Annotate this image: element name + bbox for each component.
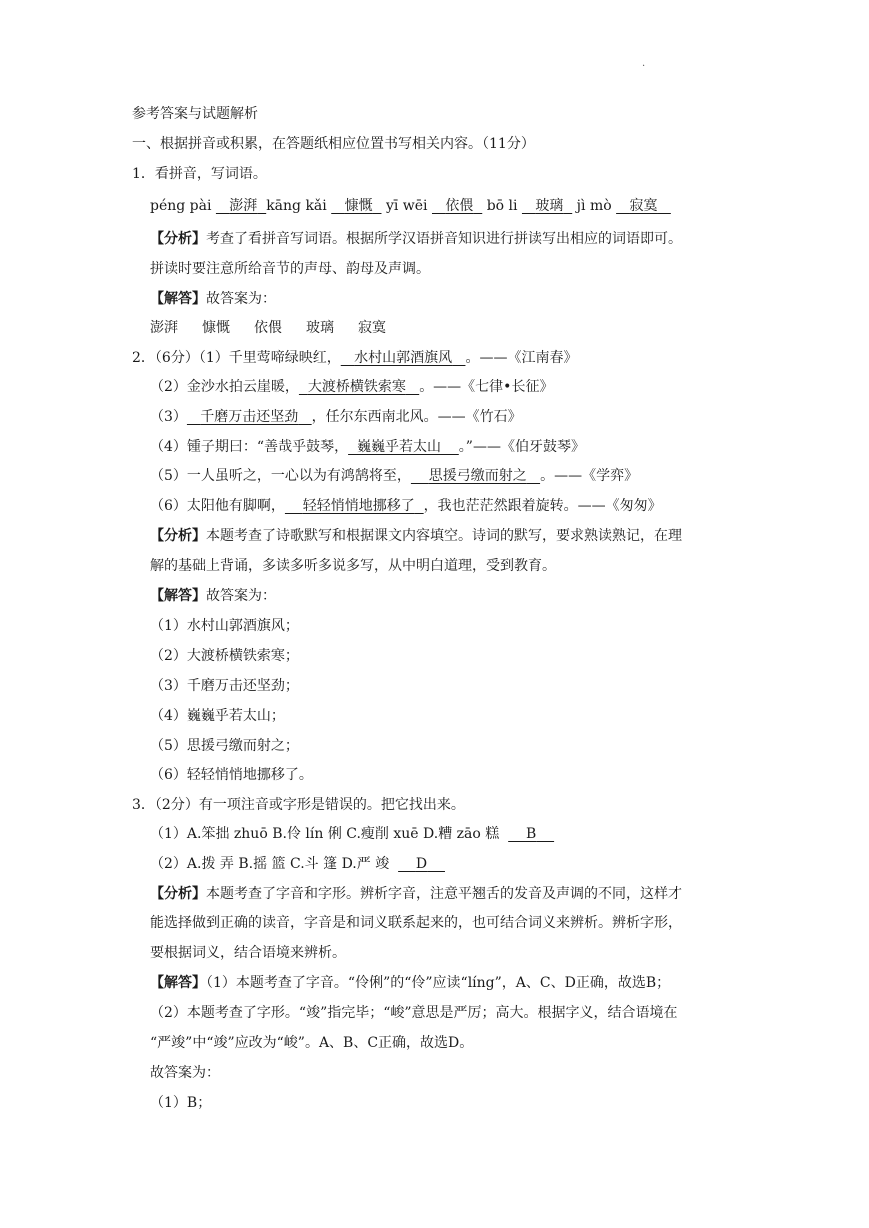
q3-answer: 【解答】（1）本题考查了字音。“伶俐”的“伶”应读“líng”，A、C、D正确，故选B； xyxy=(150,975,671,991)
q2-answer-item: （3）千磨万击还坚劲； xyxy=(150,678,299,694)
q2-answer-1: 水村山郭酒旗风 xyxy=(354,350,453,366)
q1-word: 寂寞 xyxy=(358,320,386,336)
q1-answer-1: 澎湃 xyxy=(229,198,258,214)
q3-analysis: 【分析】本题考查了字音和字形。辨析字音，注意平翘舌的发音及声调的不同，这样才 xyxy=(150,886,682,902)
q2-answer-3: 千磨万击还坚劲 xyxy=(200,409,299,425)
answer-tag: 【解答】 xyxy=(150,975,206,991)
q2-analysis-cont: 解的基础上背诵，多读多听多说多写，从中明白道理，受到教育。 xyxy=(150,558,556,574)
q2-line-5: （5）一人虽听之，一心以为有鸿鹄将至， 思援弓缴而射之 。——《学弈》 xyxy=(150,468,639,484)
q1-pinyin-4: bō li xyxy=(486,198,518,214)
q2-answer: 【解答】故答案为： xyxy=(150,588,276,604)
q3-stem: 3．（2分）有一项注音或字形是错误的。把它找出来。 xyxy=(132,797,465,813)
q2-line-2: （2）金沙水拍云崖暖， 大渡桥横铁索寒 。——《七律•长征》 xyxy=(150,379,554,395)
q1-answer-4: 玻璃 xyxy=(535,198,564,214)
q1-word: 依偎 xyxy=(254,320,282,336)
q1-analysis-cont: 拼读时要注意所给音节的声母、韵母及声调。 xyxy=(150,261,430,277)
section-1-heading: 一、根据拼音或积累，在答题纸相应位置书写相关内容。（11分） xyxy=(132,136,535,152)
q2-answer-6: 轻轻悄悄地挪移了 xyxy=(302,498,415,514)
q3-line-1: （1）A.笨拙 zhuō B.伶 lín 俐 C.瘦削 xuē D.糟 zāo 糕 B xyxy=(150,824,554,844)
q3-answer-cont: （2）本题考查了字形。“竣”指完毕；“峻”意思是严厉；高大。根据字义，结合语境在 xyxy=(150,1005,678,1021)
q1-answer-3: 依偎 xyxy=(445,198,474,214)
answer-tag: 【解答】 xyxy=(150,588,206,604)
q2-answer-5: 思援弓缴而射之 xyxy=(428,468,527,484)
q2-line-1: 2．（6分）（1）千里莺啼绿映红， 水村山郭酒旗风 。——《江南春》 xyxy=(132,350,578,366)
q2-answer-item: （4）巍巍乎若太山； xyxy=(150,708,285,724)
q2-line-6: （6）太阳他有脚啊， 轻轻悄悄地挪移了 ，我也茫茫然跟着旋转。——《匆匆》 xyxy=(150,498,662,514)
q1-pinyin-5: jì mò xyxy=(576,198,612,214)
q1-pinyin-3: yī wēi xyxy=(385,198,428,214)
q3-answer-cont: “严竣”中“竣”应改为“峻”。A、B、C正确，故选D。 xyxy=(150,1035,474,1051)
q3-answer-2: D xyxy=(415,856,428,872)
q1-answer-2: 慷慨 xyxy=(344,198,373,214)
q1-word: 澎湃 xyxy=(150,320,178,336)
analysis-tag: 【分析】 xyxy=(150,886,206,902)
q2-answer-2: 大渡桥横铁索寒 xyxy=(307,379,406,395)
doc-title: 参考答案与试题解析 xyxy=(132,106,258,122)
q1-pinyin-2: kāng kǎi xyxy=(266,198,327,214)
answer-tag: 【解答】 xyxy=(150,291,206,307)
q2-line-4: （4）锺子期曰：“善哉乎鼓琴， 巍巍乎若太山 。”——《伯牙鼓琴》 xyxy=(150,439,585,455)
q3-final: 故答案为： xyxy=(150,1065,220,1081)
q2-answer-item: （1）水村山郭酒旗风； xyxy=(150,618,299,634)
q1-answer: 【解答】故答案为： xyxy=(150,291,276,307)
q3-answer-1: B xyxy=(525,826,537,842)
header-dot: . xyxy=(642,58,646,69)
q1-pinyin-1: péng pài xyxy=(150,198,212,214)
q1-stem: 1．看拼音，写词语。 xyxy=(132,166,267,182)
q2-line-3: （3） 千磨万击还坚劲 ，任尔东西南北风。——《竹石》 xyxy=(150,409,522,425)
q3-final-item: （1）B； xyxy=(150,1095,212,1111)
q1-pinyin-row xyxy=(150,196,671,216)
q1-analysis: 【分析】考查了看拼音写词语。根据所学汉语拼音知识进行拼读写出相应的词语即可。 xyxy=(150,231,682,247)
q2-analysis: 【分析】本题考查了诗歌默写和根据课文内容填空。诗词的默写，要求熟读熟记，在理 xyxy=(150,528,682,544)
q1-word: 玻璃 xyxy=(306,320,334,336)
analysis-tag: 【分析】 xyxy=(150,231,206,247)
q1-answer-5: 寂寞 xyxy=(629,198,658,214)
q2-answer-item: （2）大渡桥横铁索寒； xyxy=(150,648,299,664)
q1-answer-words xyxy=(150,318,386,338)
q1-word: 慷慨 xyxy=(202,320,230,336)
q2-answer-4: 巍巍乎若太山 xyxy=(356,439,441,455)
q3-analysis-cont: 要根据词义，结合语境来辨析。 xyxy=(150,945,346,961)
q2-answer-item: （6）轻轻悄悄地挪移了。 xyxy=(150,767,313,783)
q3-analysis-cont: 能选择做到正确的读音，字音是和词义联系起来的，也可结合词义来辨析。辨析字形， xyxy=(150,915,682,931)
q2-answer-item: （5）思援弓缴而射之； xyxy=(150,738,299,754)
analysis-tag: 【分析】 xyxy=(150,528,206,544)
q3-line-2: （2）A.拨 弄 B.摇 篮 C.斗 篷 D.严 竣 D xyxy=(150,854,445,874)
